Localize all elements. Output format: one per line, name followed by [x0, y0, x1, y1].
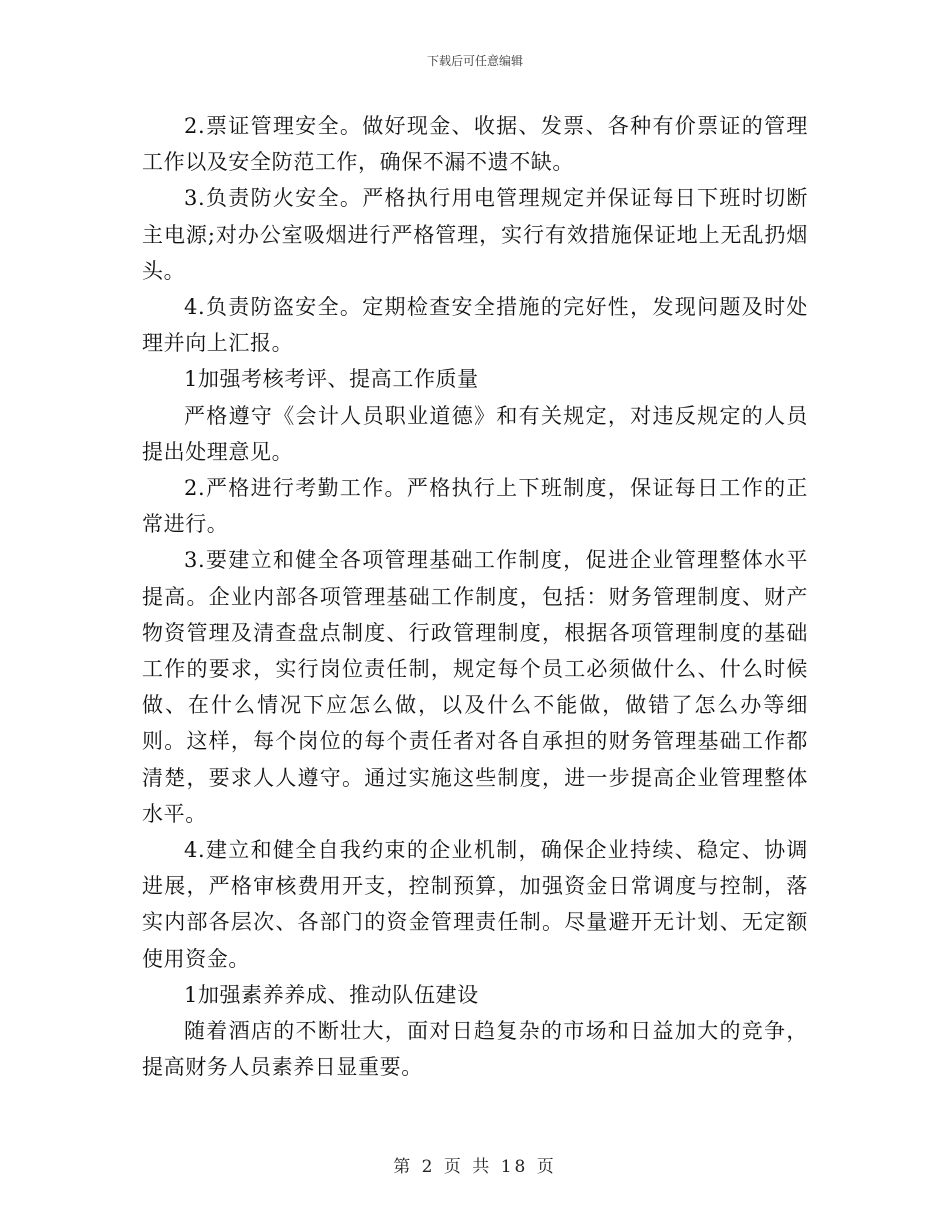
- page-header: 下载后可任意编辑: [426, 54, 523, 68]
- section-heading-assessment: 1加强考核考评、提高工作质量: [184, 367, 479, 392]
- paragraph-ticket-management: 2.票证管理安全。做好现金、收据、发票、各种有价票证的管理工作以及安全防范工作，确保不漏不遗不缺。: [142, 114, 808, 175]
- paragraph-theft-prevention: 4.负责防盗安全。定期检查安全措施的完好性，发现问题及时处理并向上汇报。: [142, 295, 808, 356]
- paragraph-professional-ethics: 严格遵守《会计人员职业道德》和有关规定，对违反规定的人员提出处理意见。: [142, 403, 808, 464]
- paragraph-self-discipline: 4.建立和健全自我约束的企业机制，确保企业持续、稳定、协调进展，严格审核费用开支，控制预算，加强资金日常调度与控制，落实内部各层次、各部门的资金管理责任制。尽量避开无计划、无定额使用资金。: [142, 838, 808, 971]
- paragraph-fire-safety: 3.负责防火安全。严格执行用电管理规定并保证每日下班时切断主电源;对办公室吸烟进行严格管理，实行有效措施保证地上无乱扔烟头。: [142, 186, 808, 283]
- paragraph-management-system: 3.要建立和健全各项管理基础工作制度，促进企业管理整体水平提高。企业内部各项管理基础工作制度，包括：财务管理制度、财产物资管理及清查盘点制度、行政管理制度，根据各项管理制度的基础工作的要求，实行岗位责任制，规定每个员工必须做什么、什么时候做、在什么情况下应怎么做，以及什么不能做，做错了怎么办等细则。这样，每个岗位的每个责任者对各自承担的财务管理基础工作都清楚，要求人人遵守。通过实施这些制度，进一步提高企业管理整体水平。: [142, 548, 808, 826]
- paragraph-attendance: 2.严格进行考勤工作。严格执行上下班制度，保证每日工作的正常进行。: [142, 476, 808, 537]
- paragraph-staff-quality: 随着酒店的不断壮大，面对日趋复杂的市场和日益加大的竞争，提高财务人员素养日显重要。: [142, 1019, 808, 1080]
- section-heading-team-building: 1加强素养养成、推动队伍建设: [184, 982, 479, 1007]
- document-body: [142, 108, 808, 1085]
- page-footer: 第 2 页 共 18 页: [393, 1157, 557, 1177]
